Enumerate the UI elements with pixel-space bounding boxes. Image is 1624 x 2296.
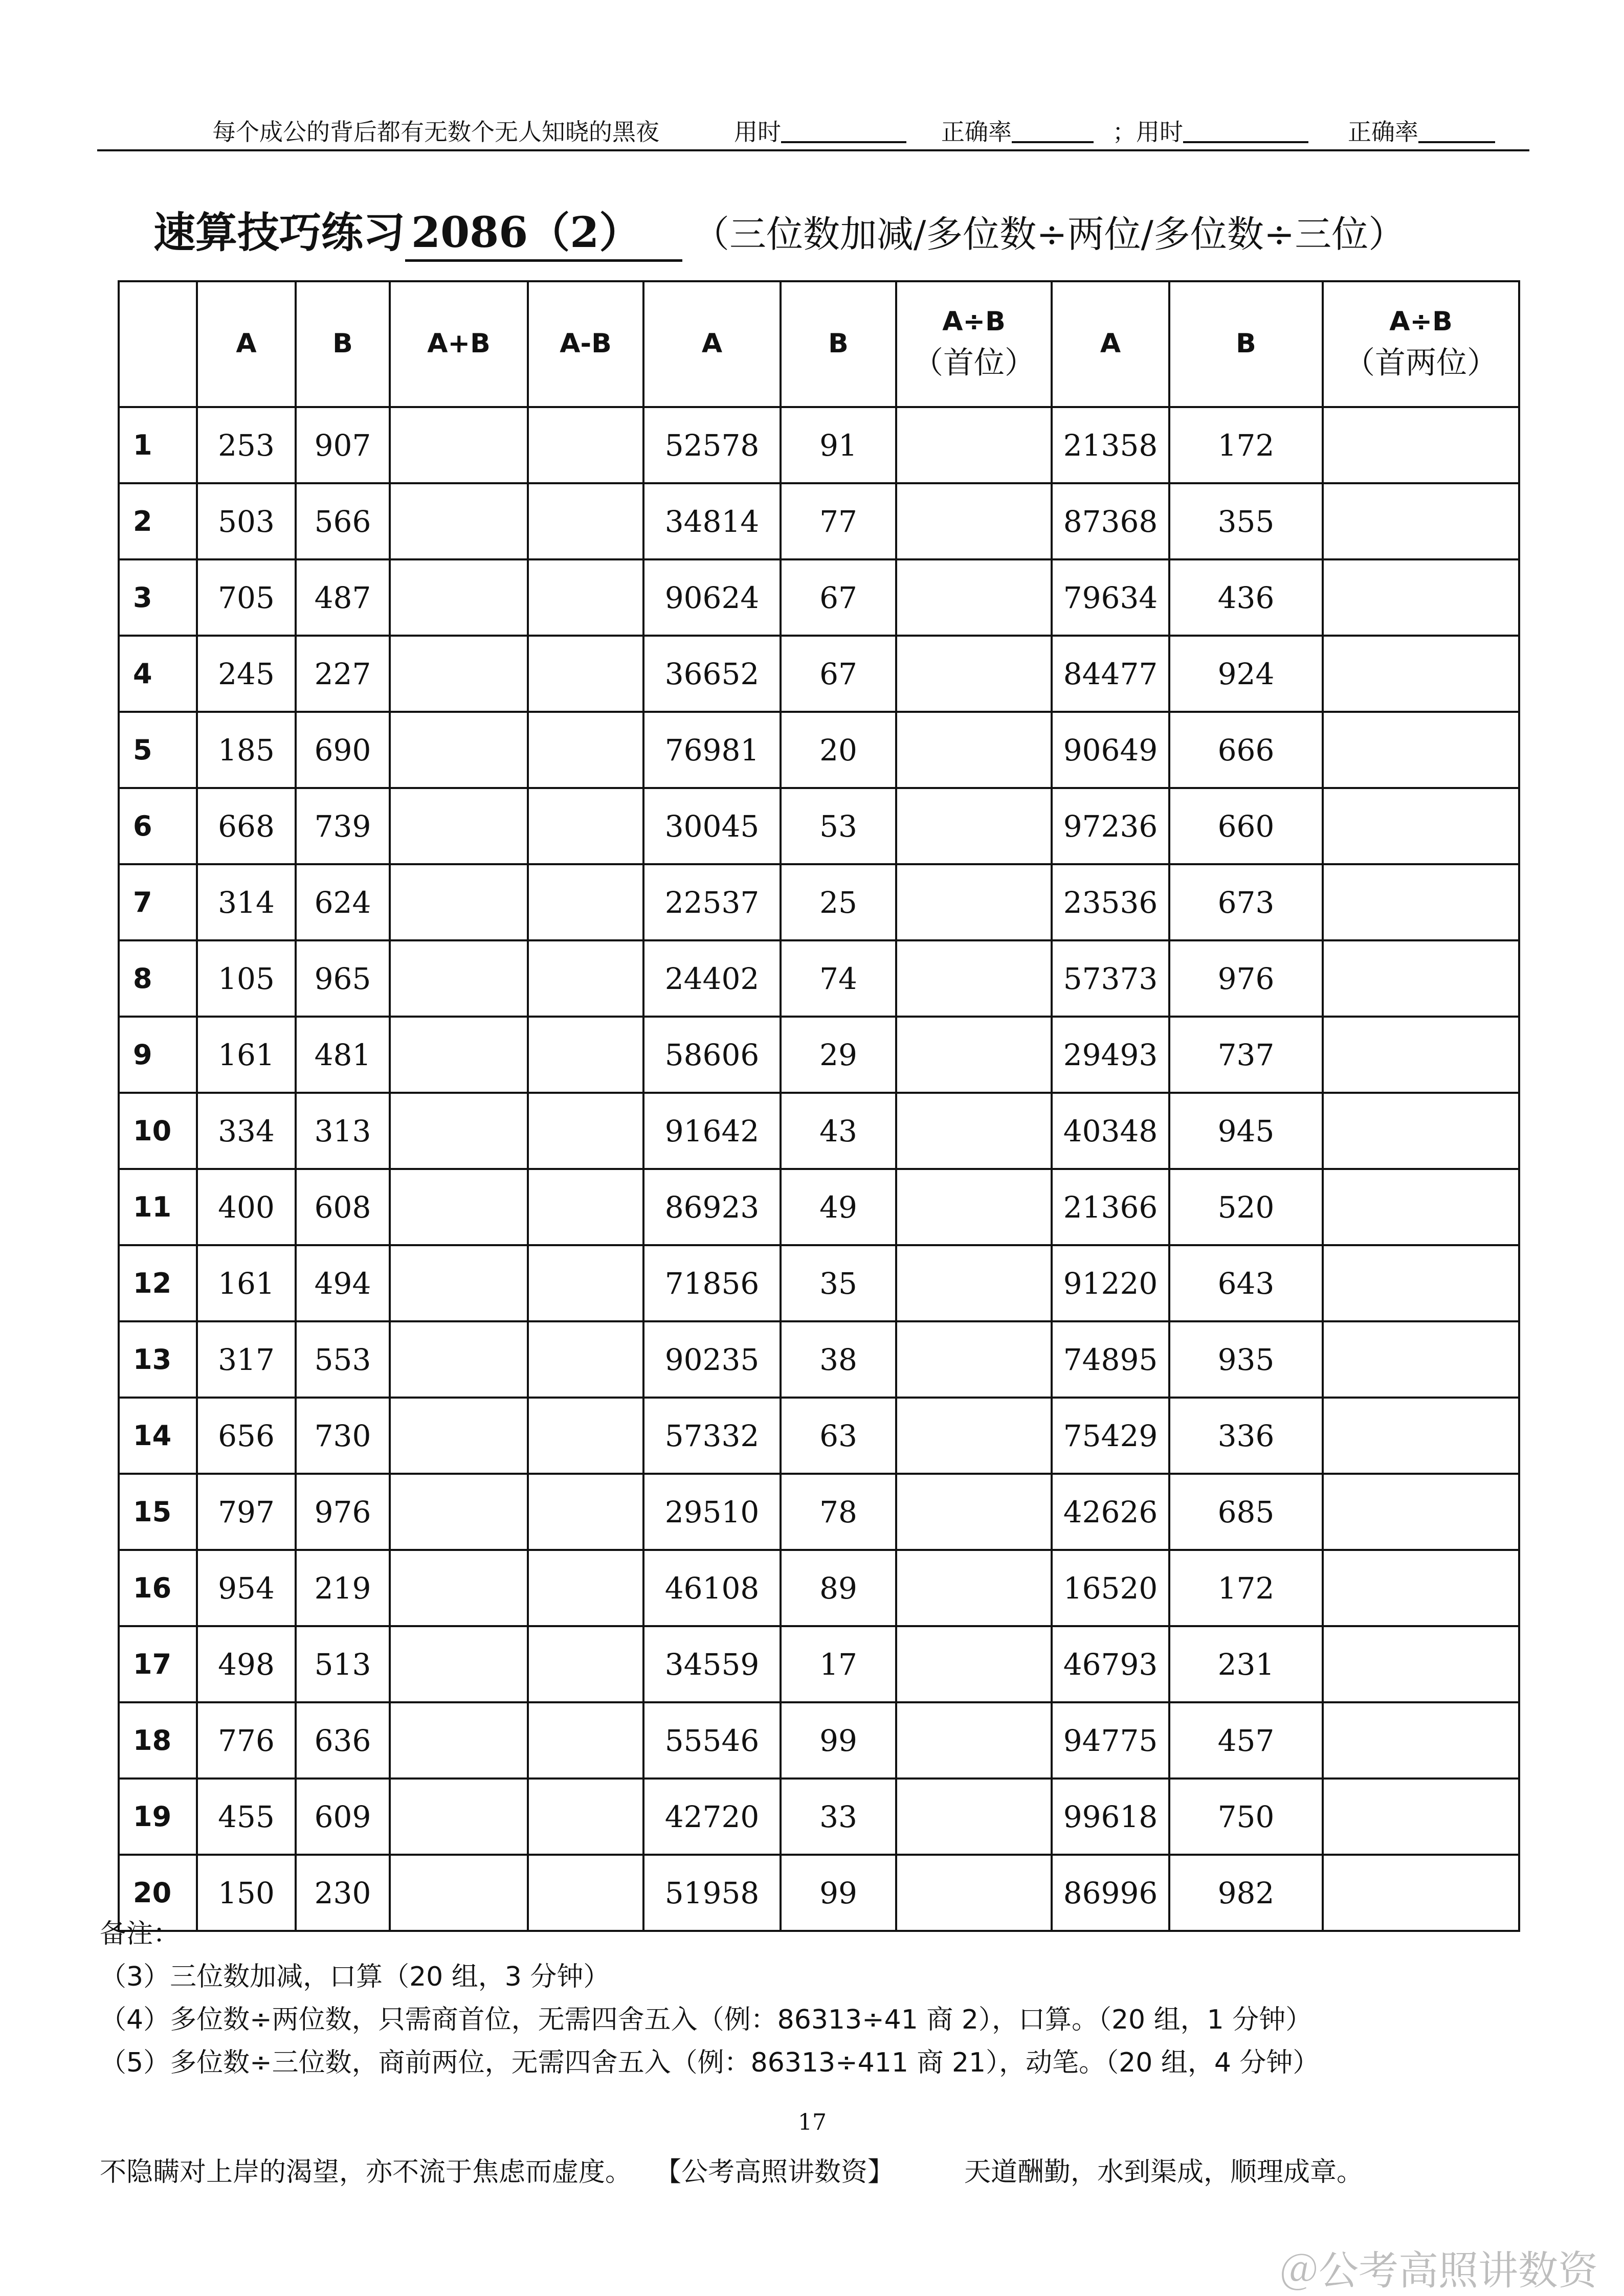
cell-b2: 25 <box>781 864 896 940</box>
cell-b1: 730 <box>296 1398 390 1474</box>
table-row <box>119 940 1519 1017</box>
header-div-first-two: A÷B （首两位） <box>1323 281 1519 407</box>
cell-a3: 99618 <box>1052 1779 1169 1855</box>
cell-b1: 609 <box>296 1779 390 1855</box>
title-subtitle: （三位数加减/多位数÷两位/多位数÷三位） <box>693 213 1406 256</box>
cell-div1[interactable] <box>896 1550 1052 1626</box>
cell-div1[interactable] <box>896 1017 1052 1093</box>
cell-div1[interactable] <box>896 636 1052 712</box>
table-row <box>119 1321 1519 1398</box>
cell-b1: 513 <box>296 1626 390 1702</box>
cell-diff[interactable] <box>528 1398 643 1474</box>
cell-a2: 34559 <box>643 1626 781 1702</box>
table-row <box>119 636 1519 712</box>
header-index <box>119 281 197 407</box>
cell-b3: 520 <box>1169 1169 1323 1245</box>
cell-a1: 253 <box>197 407 296 483</box>
cell-a3: 21358 <box>1052 407 1169 483</box>
row-index: 1 <box>119 407 197 483</box>
cell-a3: 75429 <box>1052 1398 1169 1474</box>
cell-a3: 94775 <box>1052 1702 1169 1779</box>
cell-b2: 91 <box>781 407 896 483</box>
cell-a1: 334 <box>197 1093 296 1169</box>
header-b1: B <box>296 281 390 407</box>
cell-div2[interactable] <box>1323 864 1519 940</box>
table-row <box>119 788 1519 864</box>
page-title <box>153 199 1534 261</box>
row-index: 10 <box>119 1093 197 1169</box>
title-main: 速算技巧练习 <box>153 208 406 257</box>
cell-div2[interactable] <box>1323 483 1519 559</box>
cell-a3: 40348 <box>1052 1093 1169 1169</box>
cell-b1: 636 <box>296 1702 390 1779</box>
cell-b3: 976 <box>1169 940 1323 1017</box>
cell-div2[interactable] <box>1323 1474 1519 1550</box>
cell-b2: 49 <box>781 1169 896 1245</box>
row-index: 20 <box>119 1855 197 1931</box>
cell-diff[interactable] <box>528 1702 643 1779</box>
table-row <box>119 1779 1519 1855</box>
note-5: （5）多位数÷三位数，商前两位，无需四舍五入（例：86313÷411 商 21），动笔。（20 组，4 分钟） <box>100 2047 1320 2078</box>
table-header-row <box>119 281 1519 407</box>
cell-a3: 74895 <box>1052 1321 1169 1398</box>
cell-div1[interactable] <box>896 712 1052 788</box>
cell-diff[interactable] <box>528 1169 643 1245</box>
cell-div2[interactable] <box>1323 1017 1519 1093</box>
cell-b3: 336 <box>1169 1398 1323 1474</box>
row-index: 8 <box>119 940 197 1017</box>
watermark: ＠公考高照讲数资 <box>1279 2248 1598 2294</box>
table-row <box>119 559 1519 636</box>
cell-sum[interactable] <box>390 864 528 940</box>
cell-div1[interactable] <box>896 1626 1052 1702</box>
cell-div1[interactable] <box>896 1779 1052 1855</box>
cell-b2: 77 <box>781 483 896 559</box>
cell-div1[interactable] <box>896 1093 1052 1169</box>
table-row <box>119 407 1519 483</box>
cell-b1: 487 <box>296 559 390 636</box>
cell-a3: 86996 <box>1052 1855 1169 1931</box>
cell-a1: 797 <box>197 1474 296 1550</box>
cell-a3: 29493 <box>1052 1017 1169 1093</box>
cell-div2[interactable] <box>1323 559 1519 636</box>
cell-b3: 982 <box>1169 1855 1323 1931</box>
row-index: 18 <box>119 1702 197 1779</box>
cell-diff[interactable] <box>528 1093 643 1169</box>
cell-b2: 53 <box>781 788 896 864</box>
cell-a2: 71856 <box>643 1245 781 1321</box>
cell-sum[interactable] <box>390 712 528 788</box>
page-number: 17 <box>798 2109 827 2135</box>
cell-a3: 97236 <box>1052 788 1169 864</box>
header-motto: 每个成公的背后都有无数个无人知晓的黑夜 <box>212 118 659 146</box>
table-row <box>119 1550 1519 1626</box>
cell-div2[interactable] <box>1323 788 1519 864</box>
row-index: 16 <box>119 1550 197 1626</box>
cell-div2[interactable] <box>1323 407 1519 483</box>
row-index: 7 <box>119 864 197 940</box>
cell-div1[interactable] <box>896 864 1052 940</box>
header-div-first: A÷B （首位） <box>896 281 1052 407</box>
cell-b2: 38 <box>781 1321 896 1398</box>
cell-diff[interactable] <box>528 407 643 483</box>
header-a3: A <box>1052 281 1169 407</box>
cell-sum[interactable] <box>390 1093 528 1169</box>
cell-a2: 24402 <box>643 940 781 1017</box>
cell-a3: 79634 <box>1052 559 1169 636</box>
table-row <box>119 1017 1519 1093</box>
cell-div1[interactable] <box>896 1169 1052 1245</box>
cell-b2: 17 <box>781 1626 896 1702</box>
cell-a3: 46793 <box>1052 1626 1169 1702</box>
header-diff: A-B <box>528 281 643 407</box>
cell-a1: 105 <box>197 940 296 1017</box>
footer-left: 不隐瞒对上岸的渴望，亦不流于焦虑而虚度。 <box>100 2157 632 2188</box>
cell-b3: 355 <box>1169 483 1323 559</box>
cell-b1: 313 <box>296 1093 390 1169</box>
notes-section <box>100 1912 1532 2084</box>
cell-a3: 91220 <box>1052 1245 1169 1321</box>
cell-a2: 46108 <box>643 1550 781 1626</box>
cell-sum[interactable] <box>390 1017 528 1093</box>
cell-b3: 945 <box>1169 1093 1323 1169</box>
table-row <box>119 712 1519 788</box>
footer-right: 天道酬勤，水到渠成，顺理成章。 <box>964 2157 1364 2188</box>
cell-div1[interactable] <box>896 788 1052 864</box>
cell-div1[interactable] <box>896 1398 1052 1474</box>
cell-a1: 245 <box>197 636 296 712</box>
cell-a2: 51958 <box>643 1855 781 1931</box>
cell-div1[interactable] <box>896 1702 1052 1779</box>
cell-a2: 86923 <box>643 1169 781 1245</box>
cell-div1[interactable] <box>896 1321 1052 1398</box>
cell-sum[interactable] <box>390 1321 528 1398</box>
cell-b1: 481 <box>296 1017 390 1093</box>
cell-a2: 36652 <box>643 636 781 712</box>
cell-a3: 87368 <box>1052 483 1169 559</box>
cell-b3: 673 <box>1169 864 1323 940</box>
row-index: 17 <box>119 1626 197 1702</box>
time-blank-2[interactable] <box>1183 119 1308 143</box>
cell-a2: 76981 <box>643 712 781 788</box>
cell-b2: 63 <box>781 1398 896 1474</box>
cell-a3: 21366 <box>1052 1169 1169 1245</box>
row-index: 5 <box>119 712 197 788</box>
time-label-1: 用时 <box>734 114 781 147</box>
table-row <box>119 864 1519 940</box>
cell-b2: 99 <box>781 1702 896 1779</box>
cell-b1: 690 <box>296 712 390 788</box>
cell-diff[interactable] <box>528 1550 643 1626</box>
cell-sum[interactable] <box>390 1779 528 1855</box>
cell-a2: 91642 <box>643 1093 781 1169</box>
cell-a1: 776 <box>197 1702 296 1779</box>
table-row <box>119 1702 1519 1779</box>
cell-div2[interactable] <box>1323 1245 1519 1321</box>
cell-b1: 965 <box>296 940 390 1017</box>
cell-div2[interactable] <box>1323 940 1519 1017</box>
table-row <box>119 1474 1519 1550</box>
cell-a1: 705 <box>197 559 296 636</box>
cell-b2: 78 <box>781 1474 896 1550</box>
cell-diff[interactable] <box>528 1779 643 1855</box>
cell-b2: 67 <box>781 559 896 636</box>
header-b3: B <box>1169 281 1323 407</box>
cell-a2: 42720 <box>643 1779 781 1855</box>
cell-a1: 455 <box>197 1779 296 1855</box>
cell-b2: 35 <box>781 1245 896 1321</box>
cell-div2[interactable] <box>1323 1093 1519 1169</box>
cell-div1[interactable] <box>896 1245 1052 1321</box>
table-row <box>119 1626 1519 1702</box>
cell-a2: 52578 <box>643 407 781 483</box>
cell-sum[interactable] <box>390 559 528 636</box>
cell-sum[interactable] <box>390 636 528 712</box>
table-row <box>119 483 1519 559</box>
row-index: 13 <box>119 1321 197 1398</box>
cell-diff[interactable] <box>528 940 643 1017</box>
cell-div2[interactable] <box>1323 1169 1519 1245</box>
cell-a3: 84477 <box>1052 636 1169 712</box>
cell-b3: 436 <box>1169 559 1323 636</box>
cell-b2: 33 <box>781 1779 896 1855</box>
header-a1: A <box>197 281 296 407</box>
cell-b3: 457 <box>1169 1702 1323 1779</box>
cell-a2: 55546 <box>643 1702 781 1779</box>
cell-a3: 23536 <box>1052 864 1169 940</box>
time-label-2: ；用时 <box>1113 114 1183 147</box>
row-index: 9 <box>119 1017 197 1093</box>
cell-a1: 668 <box>197 788 296 864</box>
cell-div1[interactable] <box>896 559 1052 636</box>
cell-div2[interactable] <box>1323 1626 1519 1702</box>
cell-b2: 29 <box>781 1017 896 1093</box>
cell-sum[interactable] <box>390 1626 528 1702</box>
cell-a1: 161 <box>197 1245 296 1321</box>
cell-sum[interactable] <box>390 1398 528 1474</box>
row-index: 2 <box>119 483 197 559</box>
cell-a1: 400 <box>197 1169 296 1245</box>
cell-b3: 172 <box>1169 1550 1323 1626</box>
cell-a1: 161 <box>197 1017 296 1093</box>
cell-a1: 317 <box>197 1321 296 1398</box>
cell-a1: 185 <box>197 712 296 788</box>
time-blank-1[interactable] <box>781 119 906 143</box>
cell-sum[interactable] <box>390 1169 528 1245</box>
cell-a3: 90649 <box>1052 712 1169 788</box>
row-index: 14 <box>119 1398 197 1474</box>
row-index: 6 <box>119 788 197 864</box>
header-a2: A <box>643 281 781 407</box>
cell-diff[interactable] <box>528 864 643 940</box>
cell-b1: 219 <box>296 1550 390 1626</box>
cell-sum[interactable] <box>390 1245 528 1321</box>
header-b2: B <box>781 281 896 407</box>
row-index: 11 <box>119 1169 197 1245</box>
row-index: 3 <box>119 559 197 636</box>
header-sum: A+B <box>390 281 528 407</box>
cell-b2: 89 <box>781 1550 896 1626</box>
cell-b3: 231 <box>1169 1626 1323 1702</box>
cell-b3: 685 <box>1169 1474 1323 1550</box>
cell-a2: 22537 <box>643 864 781 940</box>
cell-b1: 230 <box>296 1855 390 1931</box>
cell-a3: 42626 <box>1052 1474 1169 1550</box>
cell-diff[interactable] <box>528 1626 643 1702</box>
cell-div2[interactable] <box>1323 636 1519 712</box>
note-4: （4）多位数÷两位数，只需商首位，无需四舍五入（例：86313÷41 商 2），口算。（20 组，1 分钟） <box>100 2005 1312 2035</box>
cell-a3: 16520 <box>1052 1550 1169 1626</box>
cell-a1: 498 <box>197 1626 296 1702</box>
cell-b1: 494 <box>296 1245 390 1321</box>
cell-b3: 172 <box>1169 407 1323 483</box>
cell-a2: 30045 <box>643 788 781 864</box>
note-3: （3）三位数加减，口算（20 组，3 分钟） <box>100 1962 610 1992</box>
cell-b3: 666 <box>1169 712 1323 788</box>
cell-b1: 624 <box>296 864 390 940</box>
cell-div2[interactable] <box>1323 1702 1519 1779</box>
cell-b1: 553 <box>296 1321 390 1398</box>
cell-a2: 34814 <box>643 483 781 559</box>
accuracy-label-1: 正确率 <box>941 114 1012 147</box>
notes-label: 备注： <box>100 1919 180 1949</box>
cell-diff[interactable] <box>528 483 643 559</box>
row-index: 12 <box>119 1245 197 1321</box>
cell-diff[interactable] <box>528 1474 643 1550</box>
accuracy-blank-2[interactable] <box>1418 119 1495 143</box>
title-number: 2086（2） <box>405 199 682 262</box>
cell-b1: 907 <box>296 407 390 483</box>
cell-diff[interactable] <box>528 1017 643 1093</box>
cell-sum[interactable] <box>390 1474 528 1550</box>
cell-div2[interactable] <box>1323 712 1519 788</box>
cell-diff[interactable] <box>528 559 643 636</box>
cell-diff[interactable] <box>528 1321 643 1398</box>
cell-sum[interactable] <box>390 940 528 1017</box>
cell-b3: 660 <box>1169 788 1323 864</box>
cell-a1: 503 <box>197 483 296 559</box>
cell-b3: 750 <box>1169 1779 1323 1855</box>
cell-a2: 90235 <box>643 1321 781 1398</box>
table-row <box>119 1093 1519 1169</box>
cell-diff[interactable] <box>528 712 643 788</box>
footer-middle: 【公考高照讲数资】 <box>655 2157 895 2188</box>
cell-b2: 43 <box>781 1093 896 1169</box>
cell-b1: 976 <box>296 1474 390 1550</box>
table-row <box>119 1169 1519 1245</box>
cell-a2: 29510 <box>643 1474 781 1550</box>
cell-div2[interactable] <box>1323 1321 1519 1398</box>
table-row <box>119 1398 1519 1474</box>
accuracy-blank-1[interactable] <box>1012 119 1094 143</box>
cell-b1: 608 <box>296 1169 390 1245</box>
cell-div1[interactable] <box>896 407 1052 483</box>
cell-div2[interactable] <box>1323 1398 1519 1474</box>
cell-sum[interactable] <box>390 788 528 864</box>
row-index: 19 <box>119 1779 197 1855</box>
cell-b3: 924 <box>1169 636 1323 712</box>
page-header <box>97 108 1529 151</box>
cell-a2: 90624 <box>643 559 781 636</box>
cell-b2: 74 <box>781 940 896 1017</box>
cell-b2: 67 <box>781 636 896 712</box>
cell-div1[interactable] <box>896 483 1052 559</box>
cell-b3: 643 <box>1169 1245 1323 1321</box>
cell-a3: 57373 <box>1052 940 1169 1017</box>
cell-div2[interactable] <box>1323 1550 1519 1626</box>
row-index: 15 <box>119 1474 197 1550</box>
cell-b3: 935 <box>1169 1321 1323 1398</box>
cell-a1: 150 <box>197 1855 296 1931</box>
cell-sum[interactable] <box>390 483 528 559</box>
cell-sum[interactable] <box>390 407 528 483</box>
cell-div1[interactable] <box>896 1474 1052 1550</box>
cell-b1: 566 <box>296 483 390 559</box>
cell-b1: 739 <box>296 788 390 864</box>
cell-div1[interactable] <box>896 940 1052 1017</box>
cell-diff[interactable] <box>528 788 643 864</box>
cell-diff[interactable] <box>528 1245 643 1321</box>
cell-a2: 57332 <box>643 1398 781 1474</box>
table-row <box>119 1245 1519 1321</box>
row-index: 4 <box>119 636 197 712</box>
practice-table <box>118 280 1520 1932</box>
cell-a1: 656 <box>197 1398 296 1474</box>
cell-sum[interactable] <box>390 1702 528 1779</box>
cell-a1: 314 <box>197 864 296 940</box>
cell-a1: 954 <box>197 1550 296 1626</box>
cell-b3: 737 <box>1169 1017 1323 1093</box>
cell-sum[interactable] <box>390 1550 528 1626</box>
cell-diff[interactable] <box>528 636 643 712</box>
cell-a2: 58606 <box>643 1017 781 1093</box>
cell-b1: 227 <box>296 636 390 712</box>
cell-b2: 99 <box>781 1855 896 1931</box>
cell-div2[interactable] <box>1323 1779 1519 1855</box>
cell-b2: 20 <box>781 712 896 788</box>
accuracy-label-2: 正确率 <box>1348 114 1418 147</box>
